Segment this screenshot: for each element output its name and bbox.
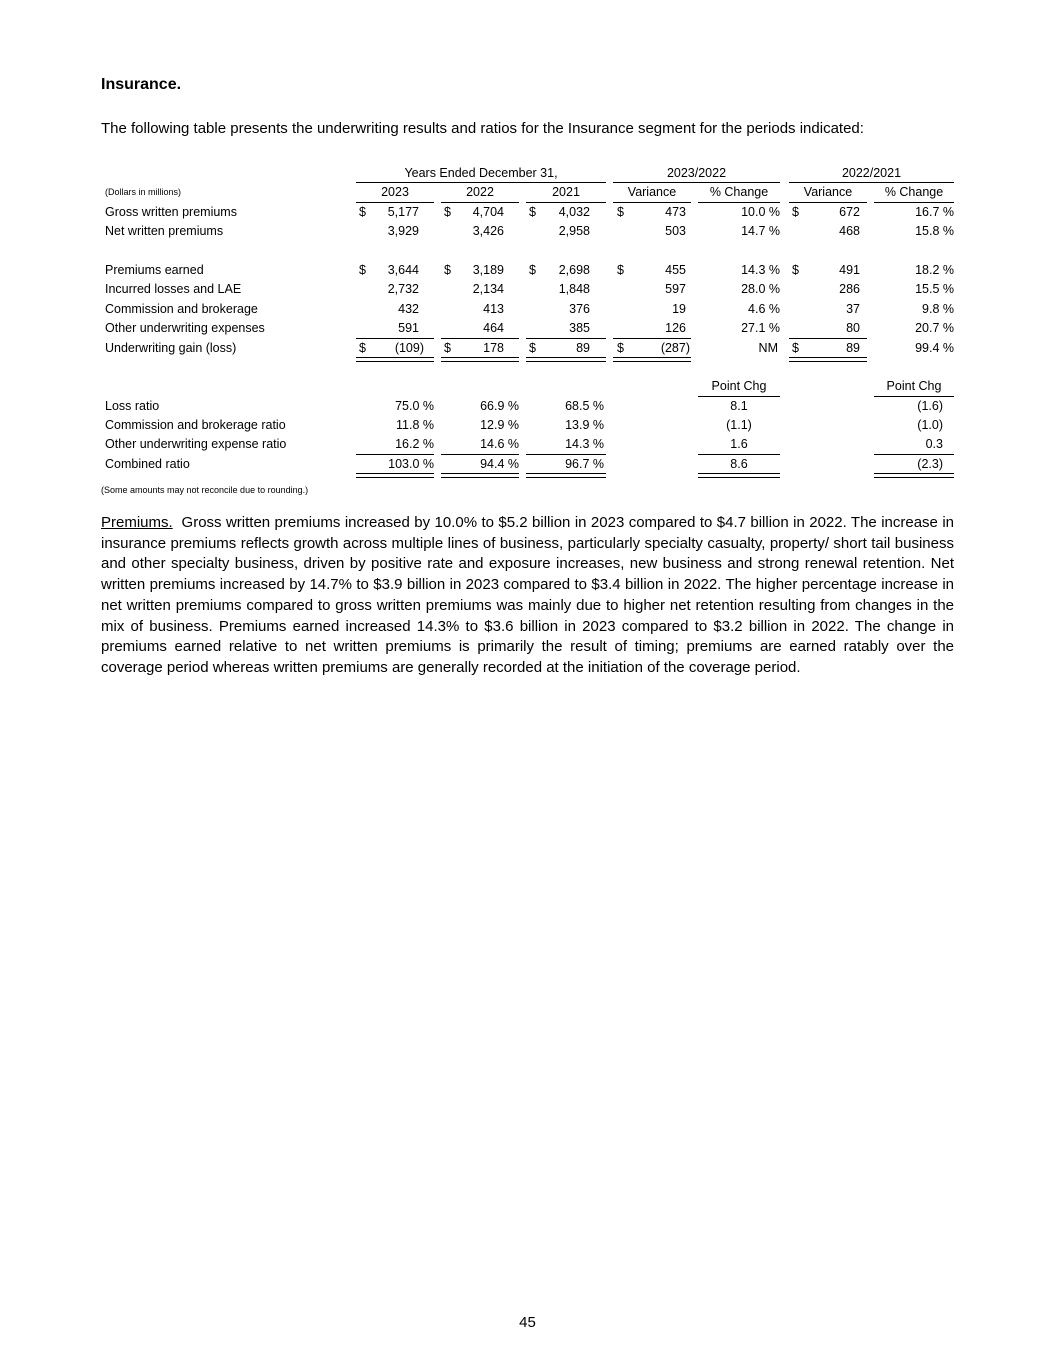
cell-variance2: 89 [846,340,860,355]
units-label: (Dollars in millions) [105,187,182,198]
cell-2022: 178 [483,340,504,355]
cell-point-chg1: (1.1) [726,418,752,433]
row-label: Other underwriting expense ratio [105,437,287,452]
table-column-header-row [101,183,961,202]
col-variance2-header: Variance [803,185,853,200]
cell-2023: 11.8 % [396,418,434,433]
cell-variance2: 468 [839,224,860,239]
dollar-sign: $ [617,340,624,355]
cell-pct1: 28.0 % [741,282,780,297]
ratio-row [101,416,961,435]
cell-2023: 591 [398,321,419,336]
cell-variance2: 286 [839,282,860,297]
row-label: Incurred losses and LAE [105,282,242,297]
cell-pct1: 10.0 % [741,204,780,219]
cell-pct2: 15.5 % [915,282,954,297]
cell-pct1: NM [758,340,778,355]
row-label: Gross written premiums [105,204,237,219]
ratio-row [101,397,961,416]
cell-pct1: 14.7 % [741,224,780,239]
cell-2021: 96.7 % [565,456,604,471]
dollar-sign: $ [617,262,624,277]
cell-pct2: 20.7 % [915,321,954,336]
dollar-sign: $ [529,204,536,219]
cell-point-chg2: 0.3 [925,437,943,452]
dollar-sign: $ [359,262,366,277]
dollar-sign: $ [529,340,536,355]
cell-point-chg2: (2.3) [917,456,943,471]
cell-2021: 13.9 % [565,418,604,433]
cell-2021: 4,032 [558,204,590,219]
table-row [101,203,961,222]
cell-variance1: 503 [665,224,686,239]
cell-2023: 75.0 % [395,398,434,413]
table-row [101,300,961,319]
dollar-sign: $ [359,340,366,355]
cell-2022: 66.9 % [480,398,519,413]
premiums-text: Gross written premiums increased by 10.0% to $5.2 billion in 2023 compared to $4.7 billion in 2022. The increase in insurance premiums reflects growth across multiple lines of business, particularly specialty casualty, property/ short tail business and other specialty business, driven by positive rate and exposure increases, new business and strong renewal retention. Net written premiums increased by 14.7% to $3.9 billion in 2023 compared to $3.4 billion in 2022. The higher percentage increase in net written premiums compared to gross written premiums was mainly due to higher net retention resulting from changes in the mix of business. Premiums earned increased 14.3% to $3.6 billion in 2023 compared to $3.2 billion in 2022. The change in premiums earned relative to net written premiums is primarily the result of timing; premiums are earned ratably over the coverage period whereas written premiums are generally recorded at the initiation of the coverage period. [101,514,954,676]
cell-2022: 2,134 [472,282,504,297]
row-label: Net written premiums [105,224,224,239]
dollar-sign: $ [792,340,799,355]
var-2023-2022-group-header: 2023/2022 [666,166,727,180]
cell-2021: 385 [569,321,590,336]
col-variance1-header: Variance [627,185,677,200]
cell-2022: 413 [483,301,504,316]
table-group-header-row [101,164,961,183]
cell-pct1: 27.1 % [741,321,780,336]
point-chg-header-row [101,377,961,396]
cell-2021: 14.3 % [565,437,604,452]
dollar-sign: $ [444,262,451,277]
cell-point-chg1: 1.6 [730,437,748,452]
ratio-row [101,435,961,454]
cell-point-chg1: 8.6 [730,456,748,471]
col-2022-header: 2022 [466,185,494,200]
intro-text: The following table presents the underwriting results and ratios for the Insurance segment for the periods indicated: [101,120,864,137]
cell-2022: 12.9 % [480,418,519,433]
col-2023-header: 2023 [381,185,409,200]
cell-variance2: 80 [846,321,860,336]
cell-variance1: 597 [665,282,686,297]
cell-point-chg2: (1.0) [917,418,943,433]
ratio-row [101,455,961,474]
cell-variance1: 126 [665,321,686,336]
cell-2023: 3,644 [387,262,419,277]
page-number: 45 [519,1314,536,1331]
row-label: Premiums earned [105,262,204,277]
cell-pct2: 15.8 % [915,224,954,239]
premiums-lead: Premiums. [101,514,173,531]
cell-2021: 1,848 [558,282,590,297]
row-label: Other underwriting expenses [105,321,265,336]
dollar-sign: $ [444,204,451,219]
cell-2021: 89 [576,340,590,355]
table-row [101,339,961,358]
cell-2021: 2,958 [558,224,590,239]
table-row [101,222,961,241]
rounding-note: (Some amounts may not reconcile due to rounding.) [101,485,309,495]
cell-variance2: 491 [839,262,860,277]
dollar-sign: $ [792,204,799,219]
dollar-sign: $ [444,340,451,355]
cell-2022: 14.6 % [480,437,519,452]
cell-variance2: 37 [846,301,860,316]
dollar-sign: $ [617,204,624,219]
cell-2021: 68.5 % [565,398,604,413]
premiums-paragraph [101,513,954,679]
dollar-sign: $ [792,262,799,277]
table-row [101,319,961,338]
cell-pct1: 14.3 % [741,262,780,277]
col-pct-change1-header: % Change [709,185,769,200]
cell-2021: 2,698 [558,262,590,277]
point-chg-header-1: Point Chg [711,379,767,394]
col-pct-change2-header: % Change [884,185,944,200]
cell-variance1: (287) [660,340,690,355]
table-row [101,280,961,299]
cell-pct2: 9.8 % [922,301,954,316]
row-label: Loss ratio [105,398,160,413]
row-label: Commission and brokerage ratio [105,418,286,433]
cell-variance2: 672 [839,204,860,219]
cell-point-chg2: (1.6) [917,398,943,413]
underwriting-table [101,164,961,474]
dollar-sign: $ [359,204,366,219]
cell-variance1: 473 [665,204,686,219]
cell-2021: 376 [569,301,590,316]
table-row [101,261,961,280]
cell-pct1: 4.6 % [748,301,780,316]
row-label: Commission and brokerage [105,301,258,316]
cell-2023: 3,929 [387,224,419,239]
var-2022-2021-group-header: 2022/2021 [841,166,902,180]
dollar-sign: $ [529,262,536,277]
cell-2023: 16.2 % [395,437,434,452]
cell-2022: 464 [483,321,504,336]
cell-2023: (109) [394,340,424,355]
years-group-header: Years Ended December 31, [404,166,558,180]
row-label: Underwriting gain (loss) [105,340,237,355]
cell-variance1: 455 [665,262,686,277]
cell-pct2: 99.4 % [915,340,954,355]
cell-2023: 432 [398,301,419,316]
cell-variance1: 19 [672,301,686,316]
cell-2022: 4,704 [472,204,504,219]
cell-2023: 5,177 [387,204,419,219]
cell-2022: 3,426 [472,224,504,239]
cell-pct2: 18.2 % [915,262,954,277]
row-label: Combined ratio [105,456,190,471]
cell-2022: 3,189 [472,262,504,277]
cell-pct2: 16.7 % [915,204,954,219]
cell-point-chg1: 8.1 [730,398,748,413]
cell-2022: 94.4 % [480,456,519,471]
cell-2023: 2,732 [387,282,419,297]
point-chg-header-2: Point Chg [886,379,942,394]
cell-2023: 103.0 % [388,456,434,471]
section-heading: Insurance. [101,76,182,93]
col-2021-header: 2021 [552,185,580,200]
